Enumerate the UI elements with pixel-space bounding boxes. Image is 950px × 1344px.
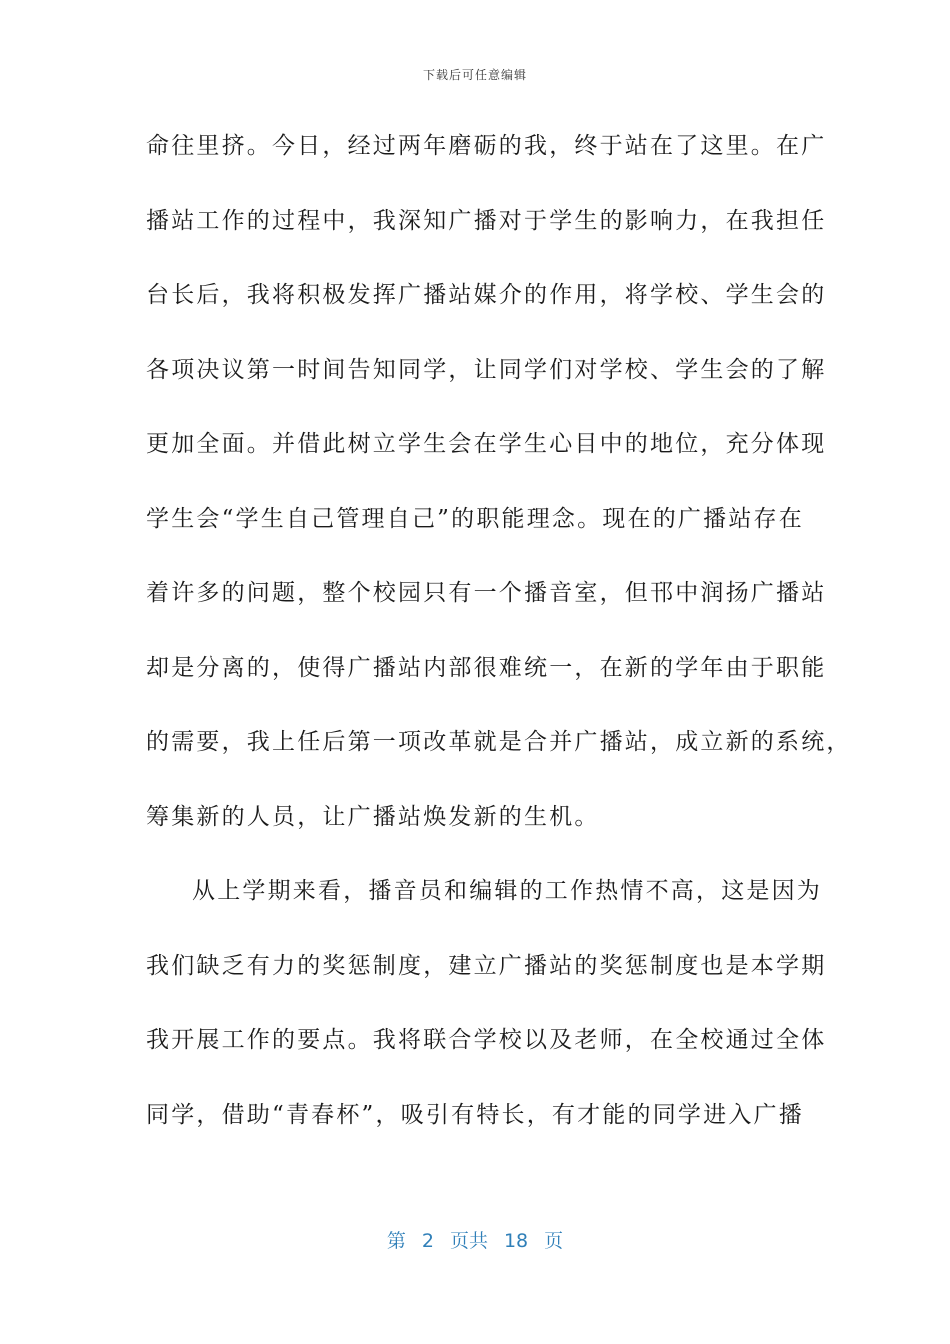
footer-prefix: 第 xyxy=(386,1230,406,1252)
paragraph-2 xyxy=(146,866,827,1164)
text-line: 筹集新的人员，让广播站焕发新的生机。 xyxy=(146,803,600,830)
text-line: 的需要，我上任后第一项改革就是合并广播站，成立新的系统， xyxy=(146,729,852,755)
document-body xyxy=(146,121,852,1164)
text-line: 各项决议第一时间告知同学，让同学们对学校、学生会的了解 xyxy=(146,356,827,383)
text-line: 我们缺乏有力的奖惩制度，建立广播站的奖惩制度也是本学期 xyxy=(146,952,827,979)
footer-middle: 页共 xyxy=(449,1230,488,1252)
total-page-count: 18 xyxy=(503,1230,529,1252)
current-page-number: 2 xyxy=(421,1230,434,1252)
text-line: 更加全面。并借此树立学生会在学生心目中的地位，充分体现 xyxy=(146,431,827,457)
text-line: 从上学期来看，播音员和编辑的工作热情不高，这是因为 xyxy=(192,878,822,904)
page-footer xyxy=(0,1226,950,1253)
text-line: 命往里挤。今日，经过两年磨砺的我，终于站在了这里。在广 xyxy=(146,133,827,159)
footer-suffix: 页 xyxy=(544,1230,564,1252)
text-line: 同学，借助“青春杯”，吸引有特长，有才能的同学进入广播 xyxy=(146,1101,804,1128)
text-line: 学生会“学生自己管理自己”的职能理念。现在的广播站存在 xyxy=(146,505,804,532)
paragraph-1 xyxy=(146,121,852,866)
page-header: 下载后可任意编辑 xyxy=(422,68,527,82)
text-line: 台长后，我将积极发挥广播站媒介的作用，将学校、学生会的 xyxy=(146,282,827,308)
text-line: 我开展工作的要点。我将联合学校以及老师，在全校通过全体 xyxy=(146,1027,827,1053)
text-line: 却是分离的，使得广播站内部很难统一，在新的学年由于职能 xyxy=(146,654,827,681)
text-line: 着许多的问题，整个校园只有一个播音室，但邗中润扬广播站 xyxy=(146,580,827,606)
text-line: 播站工作的过程中，我深知广播对于学生的影响力，在我担任 xyxy=(146,207,827,234)
